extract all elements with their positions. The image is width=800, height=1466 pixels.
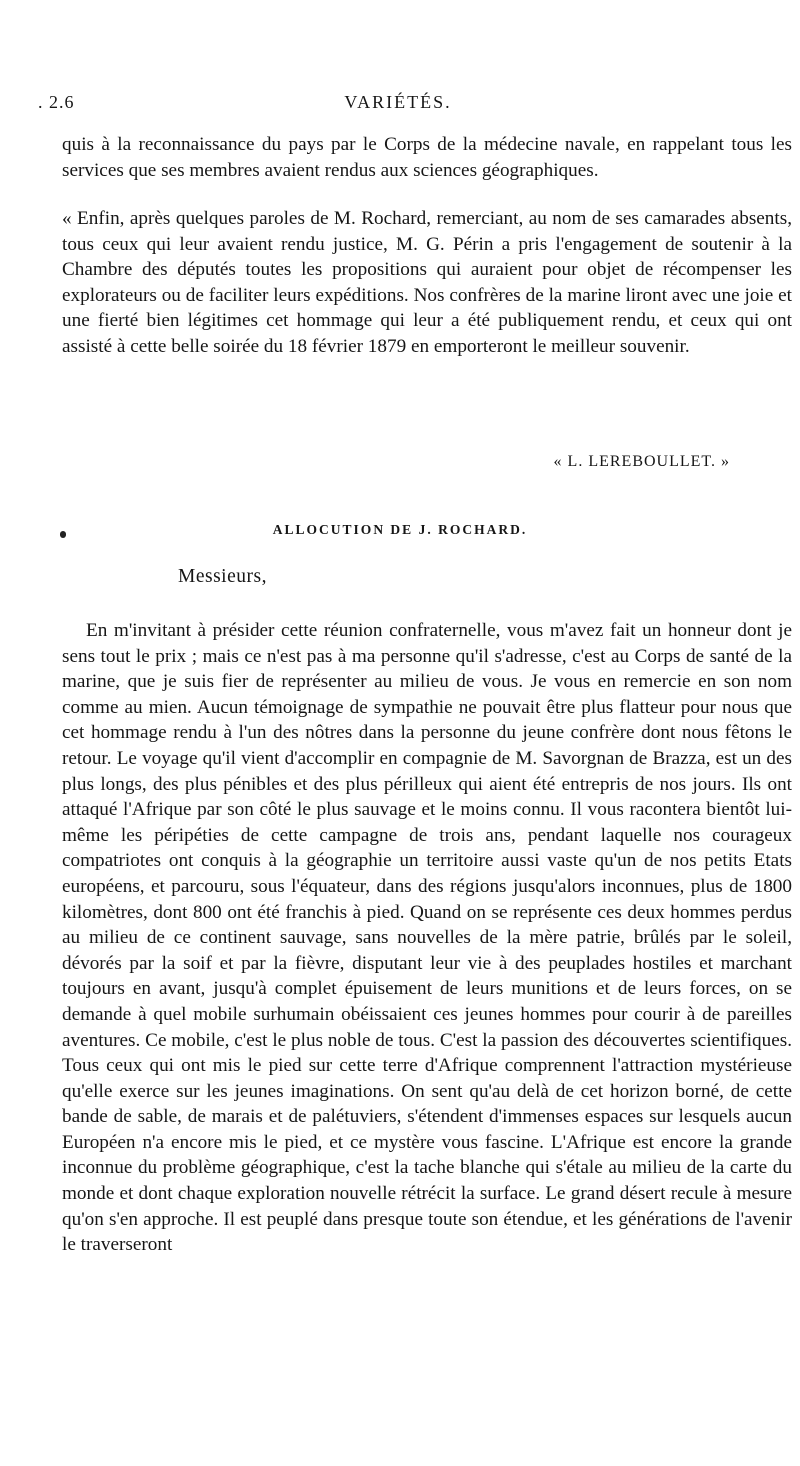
- paragraph-continuation: quis à la reconnaissance du pays par le Corps de la médecine navale, en rappelant tous les services que ses membres avaient rendus aux sciences géographiques.: [62, 134, 792, 181]
- page-number: . 2.6: [38, 92, 75, 112]
- paragraph-perin: « Enfin, après quelques paroles de M. Rochard, remerciant, au nom de ses camarades absents, tous ceux qui leur avaient rendu justice, M. G. Périn a pris l'engagement de soutenir à la Chambre des députés toutes les propositions qui auraient pour objet de récompenser les explorateurs ou de faciliter leurs expéditions. Nos confrères de la marine liront avec une joie et une fierté bien légitimes cet hommage qui leur a été publiquement rendu, et ceux qui ont assisté à cette belle soirée du 18 février 1879 en emporteront le meilleur souvenir.: [62, 208, 792, 357]
- salutation: Messieurs,: [178, 566, 267, 587]
- page-header: [38, 92, 758, 118]
- paragraph-allocution: En m'invitant à présider cette réunion confraternelle, vous m'avez fait un honneur dont je sens tout le prix ; mais ce n'est pas à ma personne qu'il s'adresse, c'est au Corps de santé de la marine, que je suis fier de représenter au milieu de vous. Je vous en remercie en son nom comme au mien. Aucun témoignage de sympathie ne pouvait être plus flatteur pour nous que cet hommage rendu à l'un des nôtres dans la personne du jeune confrère dont nous fêtons le retour. Le voyage qu'il vient d'accomplir en compagnie de M. Savorgnan de Brazza, est un des plus longs, des plus pénibles et des plus périlleux qui aient été entrepris de nos jours. Ils ont attaqué l'Afrique par son côté le plus sauvage et le moins connu. Il vous racontera bientôt lui-même les péripéties de cette campagne de trois ans, pendant laquelle nos courageux compatriotes ont conquis à la géographie un territoire aussi vaste qu'un de nos petits Etats européens, et parcouru, sous l'équateur, dans des régions jusqu'alors inconnues, plus de 1800 kilomètres, dont 800 ont été franchis à pied. Quand on se représente ces deux hommes perdus au milieu de ce continent sauvage, sans nouvelles de la mère patrie, brûlés par le soleil, dévorés par la soif et par la fièvre, disputant leur vie à des peuplades hostiles et marchant toujours en avant, jusqu'à complet épuisement de leurs munitions et de leurs forces, on se demande à quel mobile surhumain obéissaient ces jeunes hommes pour courir à de pareilles aventures. Ce mobile, c'est le plus noble de tous. C'est la passion des découvertes scientifiques. Tous ceux qui ont mis le pied sur cette terre d'Afrique comprennent l'attraction mystérieuse qu'elle exerce sur les jeunes imaginations. On sent qu'au delà de cet horizon borné, de cette bande de sable, de marais et de palétuviers, s'étendent d'immenses espaces sur lesquels aucun Européen n'a encore mis le pied, et ce mystère vous fascine. L'Afrique est encore la grande inconnue du problème géographique, c'est la tache blanche qui s'étale au milieu de la carte du monde et dont chaque exploration nouvelle rétrécit la surface. Le grand désert recule à mesure qu'on s'en approche. Il est peuplé dans presque toute son étendue, et les générations de l'avenir le traverseront: [62, 620, 792, 1256]
- running-title: VARIÉTÉS.: [344, 92, 452, 112]
- signature: « L. LEREBOULLET. »: [553, 453, 730, 470]
- section-title: ALLOCUTION DE J. ROCHARD.: [272, 522, 528, 537]
